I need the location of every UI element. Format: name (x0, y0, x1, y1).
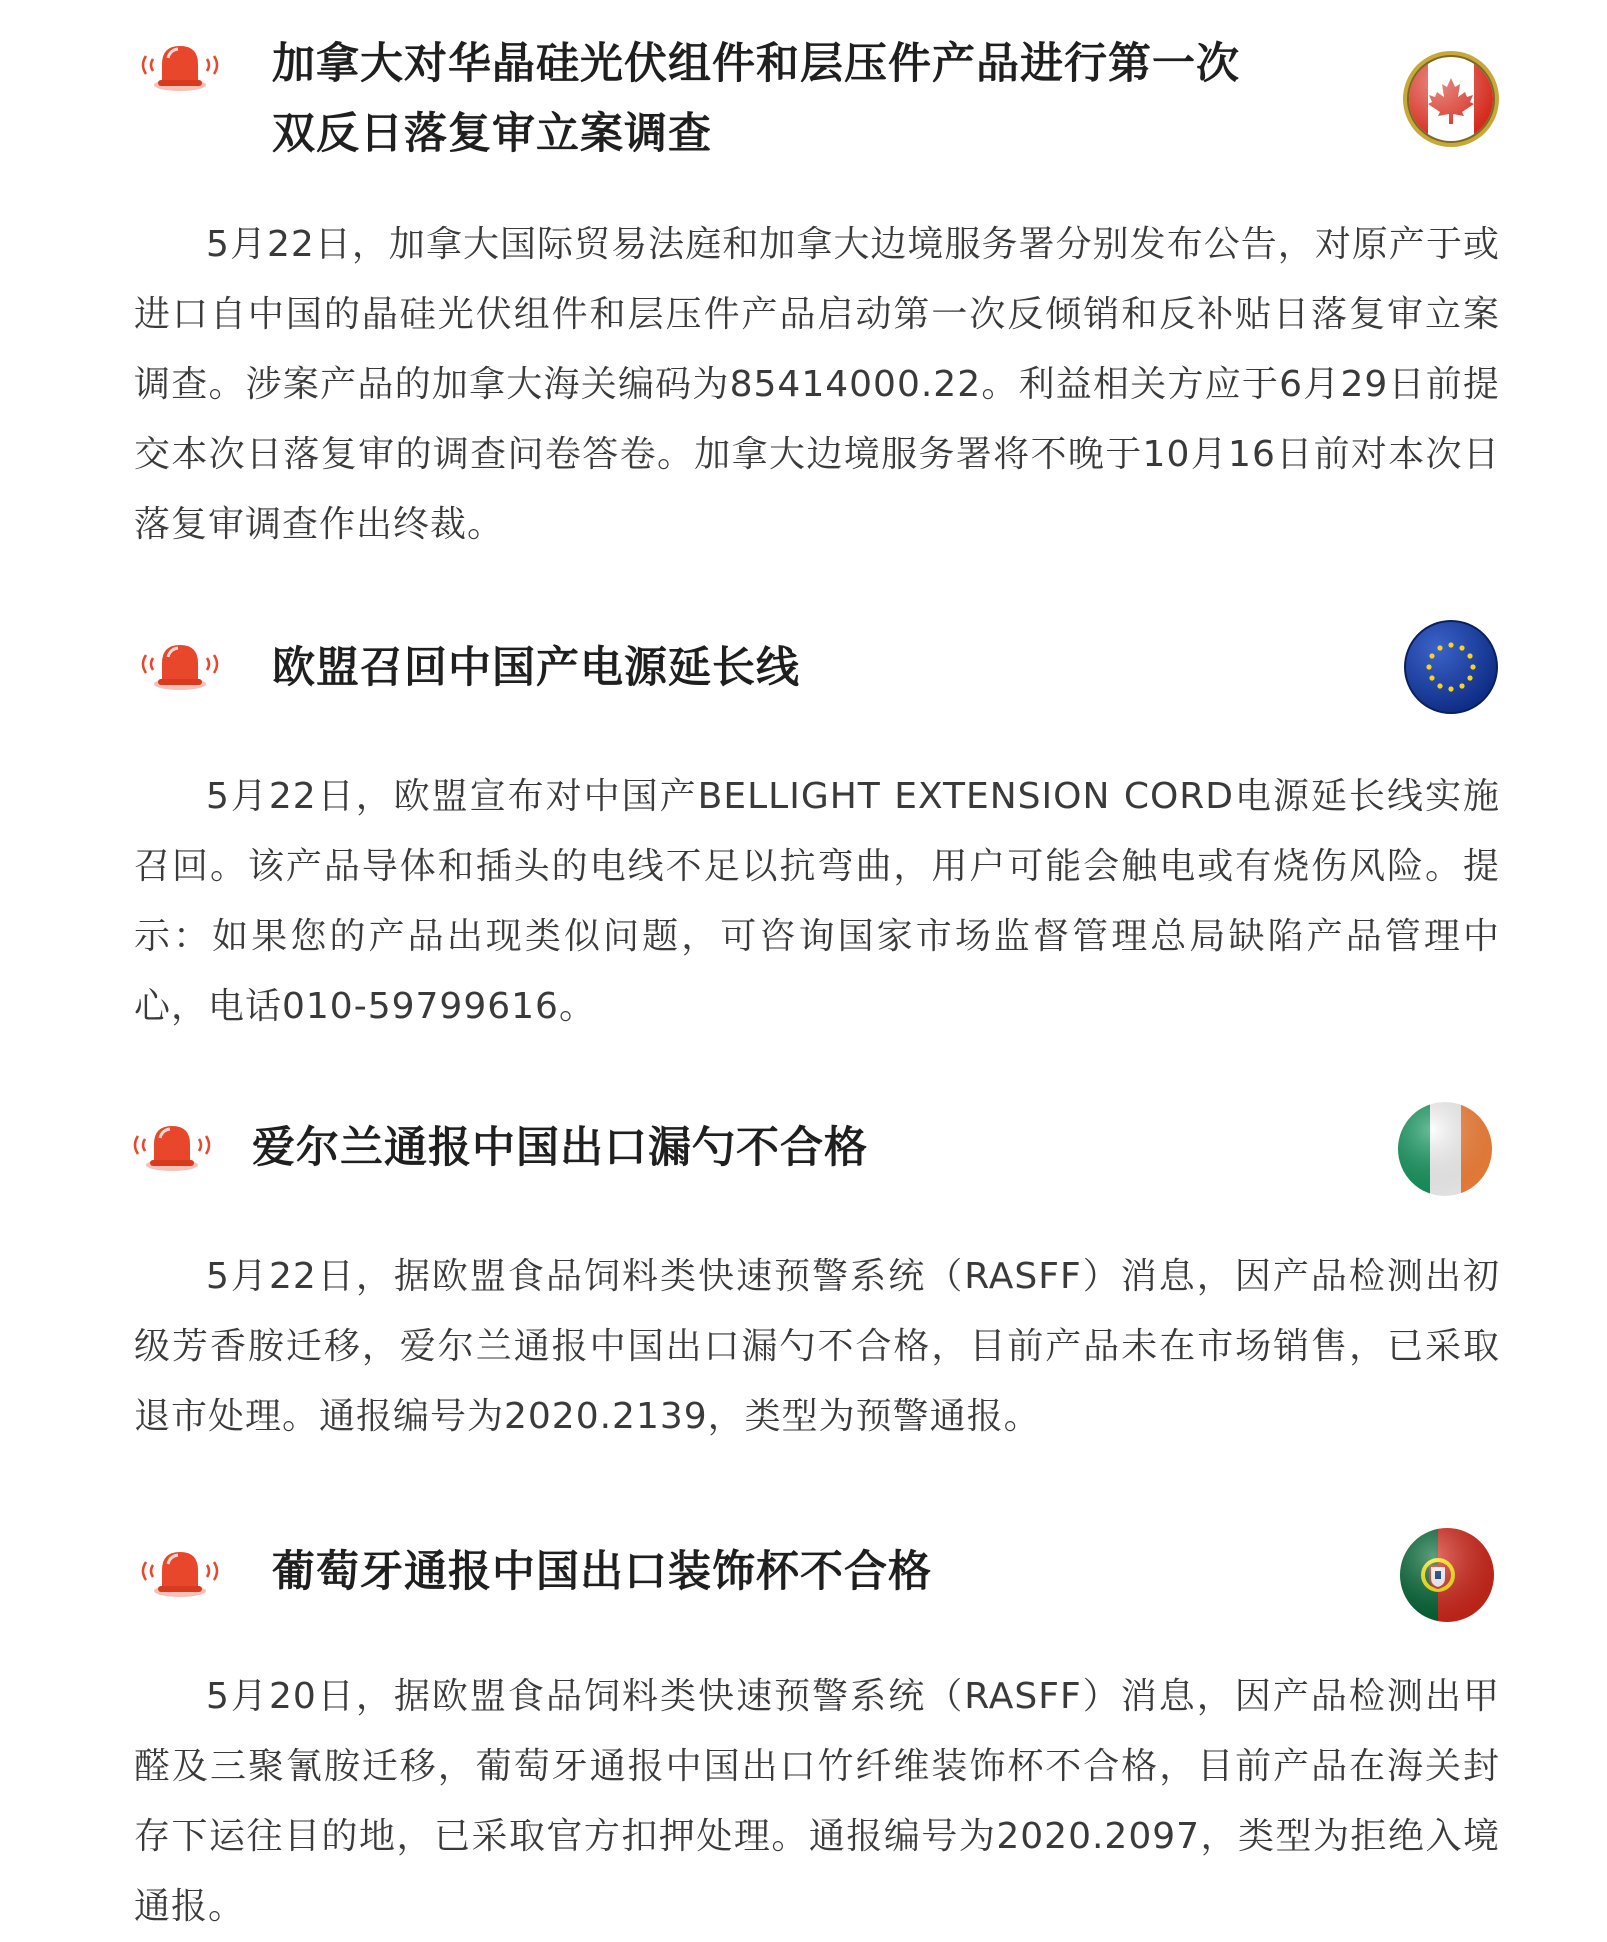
ireland-flag-icon (1396, 1100, 1494, 1198)
news-body: 5月22日，欧盟宣布对中国产BELLIGHT EXTENSION CORD电源延长线实施召回。该产品导体和插头的电线不足以抗弯曲，用户可能会触电或有烧伤风险。提示：如果您的产品出现类似问题，可咨询国家市场监督管理总局缺陷产品管理中心，电话010-59799616。 (134, 776, 1500, 1027)
alarm-bell-icon (132, 637, 228, 695)
canada-flag-icon (1402, 50, 1500, 148)
news-body: 5月20日，据欧盟食品饲料类快速预警系统（RASFF）消息，因产品检测出甲醛及三聚氰胺迁移，葡萄牙通报中国出口竹纤维装饰杯不合格，目前产品在海关封存下运往目的地，已采取官方扣押处理。通报编号为2020.2097，类型为拒绝入境通报。 (134, 1676, 1500, 1927)
news-title: 爱尔兰通报中国出口漏勺不合格 (252, 1123, 868, 1173)
portugal-flag-icon (1398, 1526, 1496, 1624)
alarm-bell-icon (132, 38, 228, 96)
news-title: 葡萄牙通报中国出口装饰杯不合格 (272, 1547, 932, 1597)
news-body: 5月22日，加拿大国际贸易法庭和加拿大边境服务署分别发布公告，对原产于或进口自中国的晶硅光伏组件和层压件产品启动第一次反倾销和反补贴日落复审立案调查。涉案产品的加拿大海关编码为85414000.22。利益相关方应于6月29日前提交本次日落复审的调查问卷答卷。加拿大边境服务署将不晚于10月16日前对本次日落复审调查作出终裁。 (134, 224, 1500, 545)
news-title-line-1: 加拿大对华晶硅光伏组件和层压件产品进行第一次 (272, 39, 1240, 89)
news-body: 5月22日，据欧盟食品饲料类快速预警系统（RASFF）消息，因产品检测出初级芳香胺迁移，爱尔兰通报中国出口漏勺不合格，目前产品未在市场销售，已采取退市处理。通报编号为2020.2139，类型为预警通报。 (134, 1256, 1500, 1437)
alarm-bell-icon (132, 1544, 228, 1602)
news-title-line-2: 双反日落复审立案调查 (272, 109, 712, 159)
news-title: 欧盟召回中国产电源延长线 (272, 643, 800, 693)
alarm-bell-icon (124, 1118, 220, 1176)
eu-flag-icon (1402, 618, 1500, 716)
